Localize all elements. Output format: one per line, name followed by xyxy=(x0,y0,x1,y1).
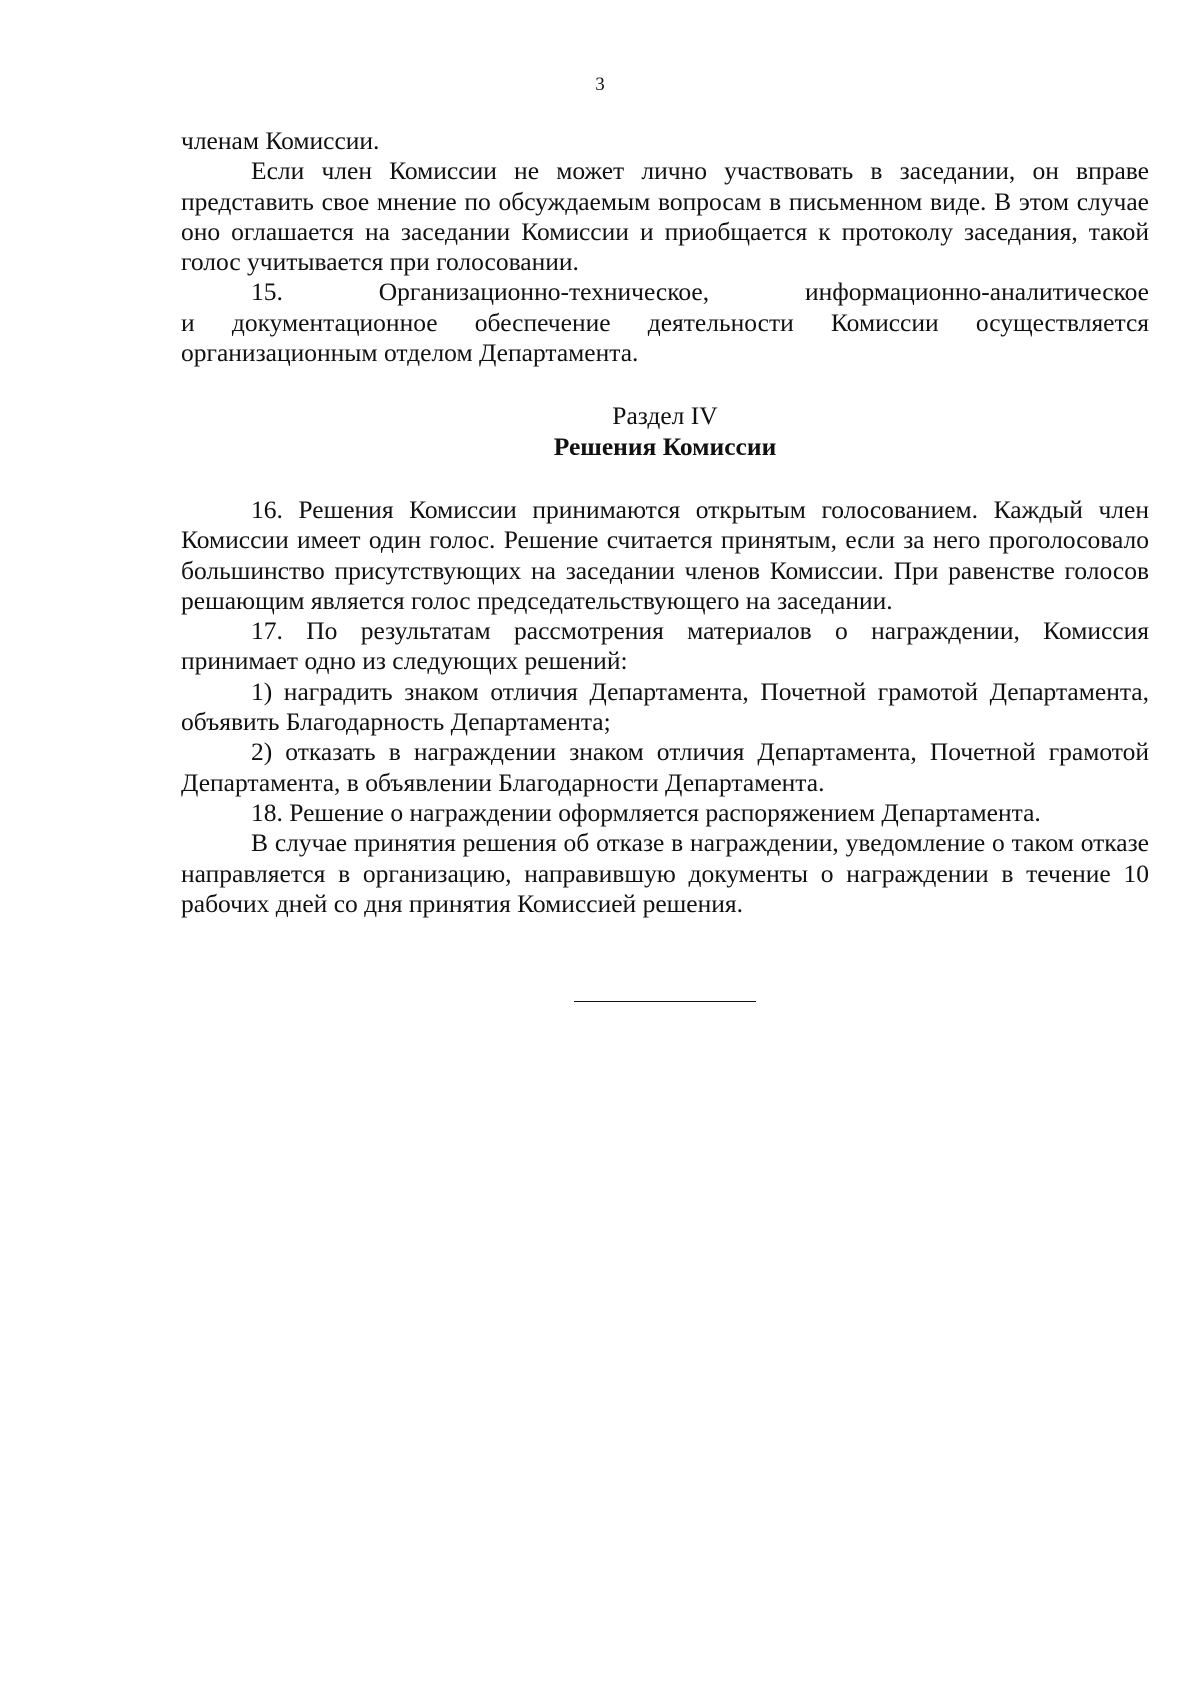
paragraph-17: 17. По результатам рассмотрения материалов о награждении, Комиссия принимает одно из следующих решений: xyxy=(181,616,1149,676)
end-divider-line xyxy=(574,1001,756,1002)
paragraph-17-option-1: 1) наградить знаком отличия Департамента, Почетной грамотой Департамента, объявить Благодарность Департамента; xyxy=(181,676,1149,737)
paragraph-16: 16. Решения Комиссии принимаются открытым голосованием. Каждый член Комиссии имеет один голос. Решение считается принятым, если за него проголосовало большинство присутствующих на заседании членов Комиссии. При равенстве голосов решающим является голос председательствующего на заседании. xyxy=(181,494,1149,615)
paragraph-18: 18. Решение о награждении оформляется распоряжением Департамента. xyxy=(251,797,1041,827)
paragraph-18-refusal: В случае принятия решения об отказе в награждении, уведомление о таком отказе направляется в организацию, направившую документы о награждении в течение 10 рабочих дней со дня принятия Комиссией решения. xyxy=(181,828,1149,918)
section-title: Решения Комиссии xyxy=(553,431,777,461)
paragraph-17-option-2: 2) отказать в награждении знаком отличия Департамента, Почетной грамотой Департамента, в объявлении Благодарности Департамента. xyxy=(181,737,1149,797)
paragraph-15-line-3: организационным отделом Департамента. xyxy=(181,338,639,368)
paragraph-15-line-2: и документационное обеспечение деятельности Комиссии осуществляется xyxy=(181,307,1149,337)
document-body xyxy=(181,126,1149,919)
paragraph-continuation: членам Комиссии. xyxy=(181,126,380,155)
section-label: Раздел IV xyxy=(612,401,718,431)
paragraph-member-absence: Если член Комиссии не может лично участвовать в заседании, он вправе представить свое мнение по обсуждаемым вопросам в письменном виде. В этом случае оно оглашается на заседании Комиссии и приобщается к протоколу заседания, такой голос учитывается при голосовании. xyxy=(181,156,1149,277)
paragraph-15-line-1: 15. Организационно-техническое, информационно-аналитическое xyxy=(251,277,1149,307)
page-number: 3 xyxy=(595,74,605,95)
